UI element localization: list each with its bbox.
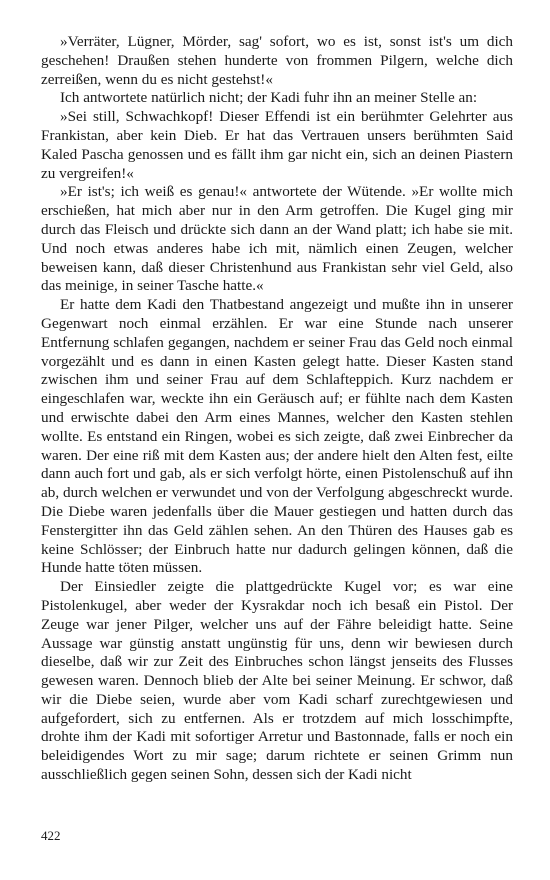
paragraph: Ich antwortete natürlich nicht; der Kadi fuhr ihn an meiner Stelle an: [60, 89, 478, 107]
paragraph: »Er ist's; ich weiß es genau!« antwortete der Wütende. »Er wollte mich erschießen, hat mich aber nur in den Arm getroffen. Die Kugel ging mir durch das Fleisch und drückte sich dann an der Wand platt; ich habe sie mit. Und noch etwas anderes habe ich mit, nämlich einen Zeugen, welcher beweisen kann, daß dieser Christenhund aus Frankistan sehr viel Geld, also das meinige, in seiner Tasche hatte.« [41, 183, 513, 295]
paragraph: »Verräter, Lügner, Mörder, sag' sofort, wo es ist, sonst ist's um dich geschehen! Draußen stehen hunderte von frommen Pilgern, welche dich zerreißen, wenn du es nicht gestehst!« [41, 33, 513, 88]
page-body [41, 33, 513, 785]
paragraph: »Sei still, Schwachkopf! Dieser Effendi ist ein berühmter Gelehrter aus Frankistan, aber kein Dieb. Er hat das Vertrauen unsers berühmten Said Kaled Pascha genossen und es fällt ihm gar nicht ein, sich an deinen Piastern zu vergreifen!« [41, 108, 513, 182]
paragraph: Er hatte dem Kadi den Thatbestand angezeigt und mußte ihn in unserer Gegenwart noch einmal erzählen. Er war eine Stunde nach unserer Entfernung schlafen gegangen, nachdem er seiner Frau das Geld noch einmal vorgezählt und es dann in einen Kasten gelegt hatte. Dieser Kasten stand zwischen ihm und seiner Frau auf dem Schlafteppich. Kurz nachdem er eingeschlafen war, weckte ihn ein Geräusch auf; er fühlte nach dem Kasten und erwischte dabei den Arm eines Mannes, welcher den Kasten stehlen wollte. Es entstand ein Ringen, wobei es sich zeigte, daß zwei Einbrecher da waren. Der eine riß mit dem Kasten aus; der andere hielt den Alten fest, eilte dann auch fort und gab, als er sich verfolgt hörte, einen Pistolenschuß auf ihn ab, durch welchen er verwundet und von der Verfolgung abgeschreckt wurde. Die Diebe waren jedenfalls über die Mauer gestiegen und hatten durch das Fenstergitter ihn das Geld zählen sehen. An den Thüren des Hauses gab es keine Schlösser; der Einbruch hatte nur dadurch gelingen können, daß die Hunde hatte töten müssen. [41, 296, 513, 577]
paragraph: Der Einsiedler zeigte die plattgedrückte Kugel vor; es war eine Pistolenkugel, aber weder der Kysrakdar noch ich besaß ein Pistol. Der Zeuge war jener Pilger, welcher uns auf der Fähre beleidigt hatte. Seine Aussage war günstig anstatt ungünstig für uns, denn wir bewiesen durch dieselbe, daß wir zur Zeit des Einbruches schon längst jenseits des Flusses gewesen waren. Dennoch blieb der Alte bei seiner Meinung. Er schwor, daß wir die Diebe seien, wurde aber vom Kadi scharf zurechtgewiesen und aufgefordert, sich zu entfernen. Als er trotzdem auf mich losschimpfte, drohte ihm der Kadi mit sofortiger Arretur und Bastonnade, falls er noch ein beleidigendes Wort zu mir sage; darum richtete er seinen Grimm nun ausschließlich gegen seinen Sohn, dessen sich der Kadi nicht [41, 578, 513, 784]
page-number: 422 [41, 828, 61, 843]
